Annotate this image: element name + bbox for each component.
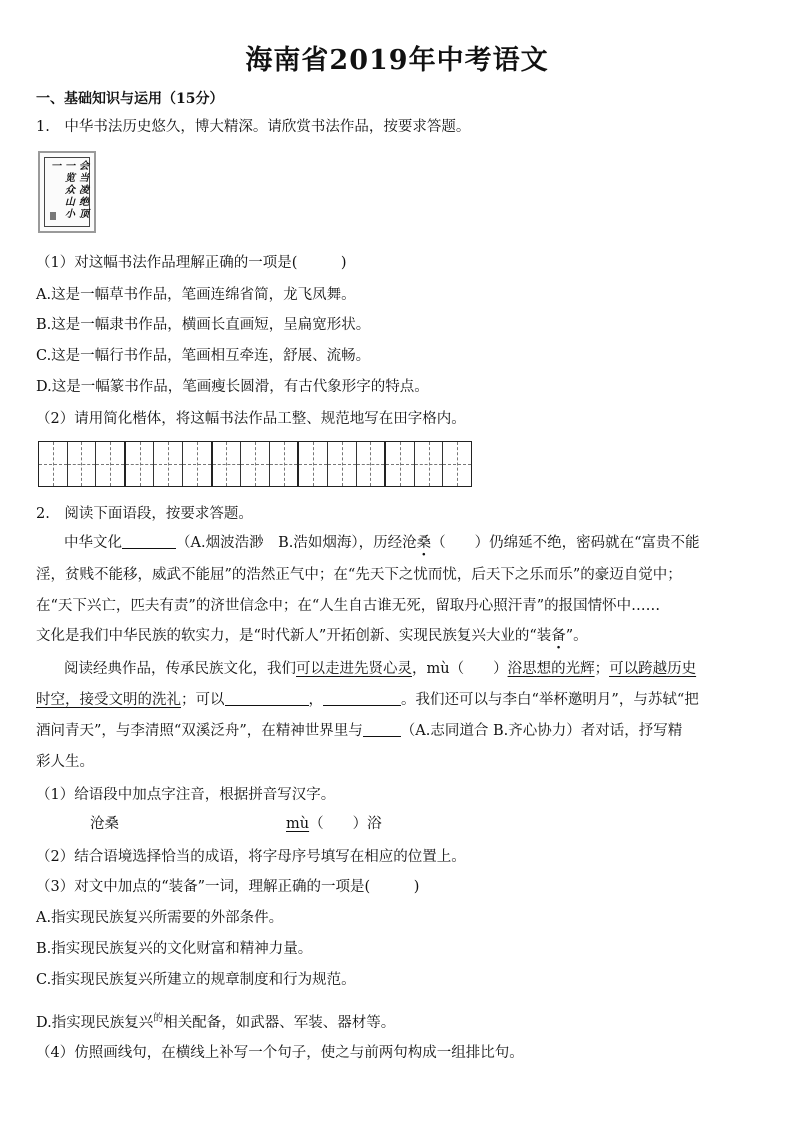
section-heading: 一、基础知识与运用（15分） (36, 91, 224, 107)
q2-p1-line2: 淫，贫贱不能移，威武不能屈”的浩然正气中；在“先天下之忧而忧，后天下之乐而乐”的豪迈自觉中； (36, 567, 682, 583)
q2-sub1-item-a: 沧桑 (90, 816, 119, 832)
q1-sub2: （2）请用简化楷体，将这幅书法作品工整、规范地写在田字格内。 (36, 411, 466, 427)
grid-cell[interactable] (213, 442, 242, 486)
underlined-sentence-1: 可以走进先贤心灵 (296, 661, 412, 677)
q2-sub4: （4）仿照画线句，在横线上补写一个句子，使之与前两句构成一组排比句。 (36, 1045, 524, 1061)
answer-blank-1[interactable] (225, 691, 309, 706)
q2-option-a: A.指实现民族复兴所需要的外部条件。 (36, 910, 284, 926)
underlined-sentence-4: 时空，接受文明的洗礼 (36, 692, 181, 708)
text: ， (308, 692, 323, 708)
idiom-blank-1[interactable] (122, 534, 176, 549)
grid-cell[interactable] (386, 442, 415, 486)
q2-option-b: B.指实现民族复兴的文化财富和精神力量。 (36, 941, 313, 957)
q1-sub1: （1）对这幅书法作品理解正确的一项是( ) (36, 255, 347, 271)
calligraphy-frame (44, 157, 90, 227)
grid-cell[interactable] (183, 442, 213, 486)
text: 相关配备，如武器、军装、器材等。 (163, 1015, 396, 1031)
grid-cell[interactable] (270, 442, 300, 486)
pinyin-mu: mù (426, 661, 450, 677)
text: （A.烟波浩渺 B.浩如烟海），历经沧 (176, 535, 417, 551)
underlined-sentence-3: 可以跨越历史 (609, 661, 697, 677)
q1-option-a: A.这是一幅草书作品，笔画连绵省简，龙飞凤舞。 (36, 287, 356, 303)
text: ， (412, 661, 427, 677)
grid-cell[interactable] (68, 442, 97, 486)
text: 阅读经典作品，传承民族文化，我们 (64, 661, 296, 677)
grid-cell[interactable] (443, 442, 471, 486)
q2-sub2: （2）结合语境选择恰当的成语，将字母序号填写在相应的位置上。 (36, 849, 466, 865)
q2-sub1: （1）给语段中加点字注音，根据拼音写汉字。 (36, 787, 336, 803)
grid-cell[interactable] (39, 442, 68, 486)
q2-p1-line1 (64, 534, 700, 552)
text: （ ）浴 (309, 816, 382, 832)
calligraphy-col-left: 一 (51, 161, 61, 172)
calligraphy-col-mid: 一览众山小 (65, 161, 75, 220)
grid-cell[interactable] (357, 442, 387, 486)
grid-cell[interactable] (415, 442, 444, 486)
calligraphy-col-right: 会当凌绝顶 (79, 161, 89, 220)
text: ”。 (565, 628, 588, 644)
text: 酒问青天”，与李清照“双溪泛舟”，在精神世界里与 (36, 723, 363, 739)
q2-option-d (36, 1010, 395, 1032)
text: ；可以 (181, 692, 225, 708)
q1-stem: 1. 中华书法历史悠久，博大精深。请欣赏书法作品，按要求答题。 (36, 119, 471, 135)
idiom-blank-2[interactable] (363, 722, 401, 737)
pinyin-mu-answer: mù (286, 816, 310, 832)
calligraphy-image (38, 151, 96, 233)
superscript-char: 的 (153, 1013, 164, 1024)
q2-p2-line2 (36, 691, 699, 709)
q1-option-b: B.这是一幅隶书作品，横画长直画短，呈扁宽形状。 (36, 317, 371, 333)
grid-cell[interactable] (328, 442, 357, 486)
dotted-char-sang: 桑 (416, 535, 432, 551)
answer-blank-2[interactable] (323, 691, 401, 706)
q2-p1-line4 (36, 627, 588, 645)
q2-p2-line4: 彩人生。 (36, 754, 94, 770)
grid-cell[interactable] (299, 442, 328, 486)
q2-option-c: C.指实现民族复兴所建立的规章制度和行为规范。 (36, 972, 356, 988)
text: ； (594, 661, 610, 677)
dotted-char-bei: 备 (551, 628, 566, 644)
grid-cell[interactable] (126, 442, 155, 486)
q2-p2-line1 (64, 660, 696, 678)
page-title: 海南省2019年中考语文 (245, 45, 549, 76)
grid-cell[interactable] (96, 442, 126, 486)
tian-zi-ge-grid[interactable] (38, 441, 472, 487)
text: （A.志同道合 B.齐心协力）者对话，抒写精 (400, 723, 683, 739)
text: 。我们还可以与李白“举杯邀明月”，与苏轼“把 (401, 692, 699, 708)
text: 文化是我们中华民族的软实力，是“时代新人”开拓创新、实现民族复兴大业的“装 (36, 628, 552, 644)
seal-mark (50, 212, 56, 220)
grid-cell[interactable] (154, 442, 183, 486)
q1-option-c: C.这是一幅行书作品，笔画相互牵连，舒展、流畅。 (36, 348, 371, 364)
q2-sub3: （3）对文中加点的“装备”一词，理解正确的一项是( ) (36, 879, 420, 895)
q2-stem: 2. 阅读下面语段，按要求答题。 (36, 506, 253, 522)
text: （ ）仍绵延不绝，密码就在“富贵不能 (431, 535, 700, 551)
q2-sub1-item-b (286, 815, 382, 833)
q2-p1-line3: 在“天下兴亡，匹夫有责”的济世信念中；在“人生自古谁无死，留取丹心照汗青”的报国情怀中…… (36, 598, 661, 614)
q2-p2-line3 (36, 722, 682, 740)
grid-cell[interactable] (241, 442, 270, 486)
text: （ ） (449, 661, 508, 677)
text: 中华文化 (64, 535, 122, 551)
q1-option-d: D.这是一幅篆书作品，笔画瘦长圆滑，有古代象形字的特点。 (36, 379, 429, 395)
text: D.指实现民族复兴 (36, 1015, 154, 1031)
underlined-sentence-2: 浴思想的光辉 (507, 661, 595, 677)
